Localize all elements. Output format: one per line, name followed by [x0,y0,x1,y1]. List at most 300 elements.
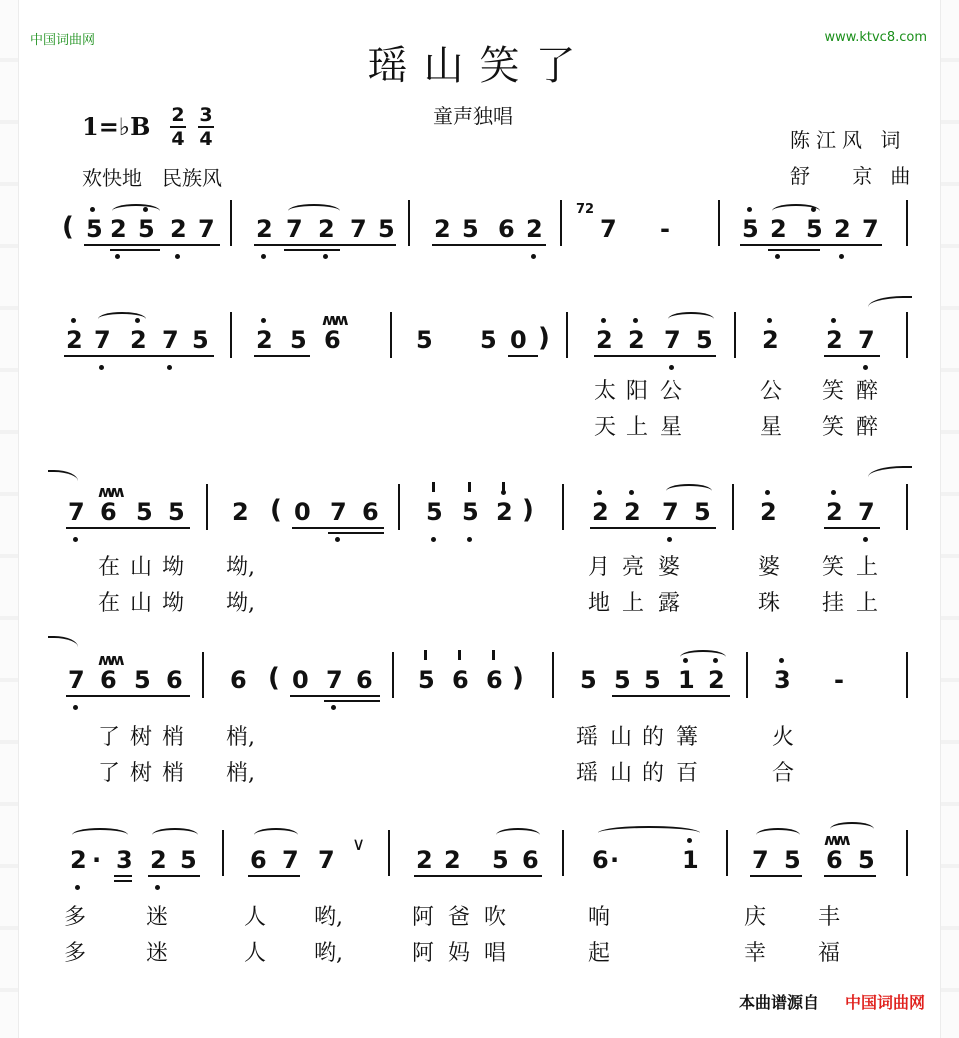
note: 7 [282,846,299,874]
lyric: 太 [594,379,617,404]
note: 5 [86,215,103,243]
note: 5 [614,666,631,694]
octave-dot [261,318,266,323]
note: 7 [858,326,875,354]
note: - [660,215,670,243]
lyric: 在 [98,591,121,616]
slur [598,826,700,840]
watermark-strip-left [0,0,19,1038]
note: 2 [624,498,641,526]
barline [392,652,394,698]
barline [906,312,908,358]
underline [110,249,160,251]
octave-dot [99,365,104,370]
lyric: 梢, [226,725,255,750]
note: 6 [324,326,341,354]
note: 2 [592,498,609,526]
note: 6 [452,666,469,694]
note: 7 [330,498,347,526]
underline [148,875,200,877]
note: 5 [858,846,875,874]
underline [750,875,802,877]
octave-dot [831,490,836,495]
note: 2 [130,326,147,354]
lyric: 树 [130,761,153,786]
underline [114,880,132,882]
underline [740,244,882,246]
note: 6 [522,846,539,874]
lyric: 亮 [622,555,645,580]
song-subtitle: 童声独唱 [433,104,513,128]
note: 2 [256,326,273,354]
slur [288,204,340,218]
key-signature: 1=♭B [82,112,151,141]
time-signature-3-4 [198,104,214,150]
note: 5 [378,215,395,243]
barline [230,200,232,246]
lyric: 上 [856,555,879,580]
lyric: 起 [588,941,611,966]
octave-dot [467,537,472,542]
lyric: 哟, [314,905,343,930]
note: 7 [664,326,681,354]
time-signature-2-4 [170,104,186,150]
note: 2 [826,326,843,354]
note: 2 [170,215,187,243]
slur [112,204,160,218]
note: 2 [416,846,433,874]
underline [414,875,542,877]
lyric: 篝 [676,725,699,750]
song-title: 瑶山笑了 [367,43,592,89]
note: 2 [110,215,127,243]
note: 7 [858,498,875,526]
octave-dot [667,537,672,542]
slur [152,828,198,842]
note: 5 [644,666,661,694]
note: 2 [834,215,851,243]
note: 5 [138,215,155,243]
accent-mark [468,482,471,492]
note: 7 [662,498,679,526]
note: ( [268,663,280,693]
note: ( [270,495,282,525]
tempo-marking: 欢快地 民族风 [82,166,222,190]
note: · [92,846,102,874]
note: 5 [462,215,479,243]
underline [284,249,340,251]
note: 3 [774,666,791,694]
barline [562,830,564,876]
slur [756,828,800,842]
note: 7 [350,215,367,243]
note: 3 [116,846,133,874]
lyricist-credit: 陈江风 词 [790,128,907,152]
lyric: 山 [130,591,153,616]
note: 0 [510,326,527,354]
octave-dot [75,885,80,890]
octave-dot [335,537,340,542]
lyric: 妈 [448,941,471,966]
slur [254,828,298,842]
watermark-site-right: www.ktvc8.com [824,30,927,45]
note: 5 [580,666,597,694]
note: 2 [150,846,167,874]
note: 7 [318,846,335,874]
lyric: 火 [772,725,795,750]
lyric: 笑 [822,415,845,440]
octave-dot [863,537,868,542]
barline [718,200,720,246]
octave-dot [687,838,692,843]
note: · [610,846,620,874]
breath-mark: ∨ [352,834,366,855]
barline [388,830,390,876]
note: 5 [480,326,497,354]
octave-dot [863,365,868,370]
note: ) [512,663,524,693]
lyric: 庆 [744,905,767,930]
slur [48,470,78,484]
underline [824,355,880,357]
octave-dot [767,318,772,323]
barline [222,830,224,876]
lyric: 坳, [226,591,255,616]
barline [398,484,400,530]
note: 2 [444,846,461,874]
underline [432,244,546,246]
lyric: 了 [98,761,121,786]
note: 5 [418,666,435,694]
lyric: 月 [588,555,611,580]
underline [66,527,190,529]
octave-dot [601,318,606,323]
lyric: 爸 [448,905,471,930]
note: 2 [232,498,249,526]
slur [868,466,912,480]
note: 2 [596,326,613,354]
barline [560,200,562,246]
octave-dot [765,490,770,495]
note: - [834,666,844,694]
note: 1 [682,846,699,874]
lyric: 树 [130,725,153,750]
lyric: 上 [626,415,649,440]
lyric: 星 [660,415,683,440]
note: 5 [742,215,759,243]
lyric: 醉 [856,415,879,440]
barline [390,312,392,358]
note: 5 [290,326,307,354]
barline [562,484,564,530]
note: 7 [162,326,179,354]
octave-dot [747,207,752,212]
lyric: 星 [760,415,783,440]
octave-dot [90,207,95,212]
lyric: 瑶 [576,761,599,786]
accent-mark [424,650,427,660]
note: 7 [94,326,111,354]
note: 6 [826,846,843,874]
note: 2 [526,215,543,243]
slur [666,484,712,498]
note: 6 [166,666,183,694]
watermark-site-left: 中国词曲网 [30,33,96,48]
underline [64,355,214,357]
note: 2 [760,498,777,526]
note: 2 [826,498,843,526]
note: 2 [628,326,645,354]
barline [906,830,908,876]
lyric: 吹 [484,905,507,930]
lyric: 山 [610,725,633,750]
note: 2 [434,215,451,243]
underline [768,249,820,251]
octave-dot [143,207,148,212]
underline [114,875,132,877]
underline [292,527,384,529]
barline [746,652,748,698]
lyric: 合 [772,761,795,786]
note: 7 [68,666,85,694]
lyric: 福 [818,941,841,966]
note: 6 [100,666,117,694]
lyric: 公 [660,379,683,404]
octave-dot [175,254,180,259]
note: 5 [806,215,823,243]
note: 5 [192,326,209,354]
time-a-denominator: 4 [171,128,185,150]
barline [566,312,568,358]
lyric: 山 [130,555,153,580]
slur [72,828,128,842]
lyric: 哟, [314,941,343,966]
lyric: 迷 [146,905,169,930]
note: 5 [784,846,801,874]
note: 2 [496,498,513,526]
note: 5 [462,498,479,526]
note: 0 [294,498,311,526]
note: 5 [696,326,713,354]
octave-dot [831,318,836,323]
slur [496,828,540,842]
source-label: 本曲谱源自 [738,993,819,1012]
lyric: 多 [64,905,87,930]
underline [328,532,384,534]
note: 2 [66,326,83,354]
note: ) [522,495,534,525]
lyric: 上 [856,591,879,616]
octave-dot [73,537,78,542]
accent-mark [458,650,461,660]
underline [66,695,190,697]
underline [324,700,380,702]
lyric: 坳 [162,555,185,580]
lyric: 上 [622,591,645,616]
note: 7 [198,215,215,243]
composer-credit: 舒 京曲 [790,164,929,188]
octave-dot [261,254,266,259]
lyric: 人 [244,905,267,930]
note: ( [62,212,74,242]
note: 6 [592,846,609,874]
underline [824,527,880,529]
slur [868,296,912,310]
note: 2 [762,326,779,354]
note: 7 [862,215,879,243]
barline [408,200,410,246]
note: 6 [486,666,503,694]
octave-dot [839,254,844,259]
note: 5 [492,846,509,874]
lyric: 多 [64,941,87,966]
lyric: 梢 [162,725,185,750]
note: 6 [362,498,379,526]
octave-dot [811,207,816,212]
note: 2 [70,846,87,874]
underline [824,875,876,877]
octave-dot [683,658,688,663]
lyric: 婆 [758,555,781,580]
lyric: 人 [244,941,267,966]
octave-dot [629,490,634,495]
lyric: 坳 [162,591,185,616]
note: 6 [498,215,515,243]
note: 5 [180,846,197,874]
note: 7 [286,215,303,243]
trill-ornament: ʍʍ [98,482,122,501]
octave-dot [71,318,76,323]
octave-dot [167,365,172,370]
octave-dot [597,490,602,495]
barline [732,484,734,530]
octave-dot [115,254,120,259]
lyric: 阿 [412,905,435,930]
lyric: 阳 [626,379,649,404]
note: 5 [168,498,185,526]
barline [734,312,736,358]
trill-ornament: ʍʍ [98,650,122,669]
note: 6 [356,666,373,694]
barline [206,484,208,530]
accent-mark [432,482,435,492]
barline [906,652,908,698]
slur [48,636,78,650]
lyric: 坳, [226,555,255,580]
octave-dot [713,658,718,663]
octave-dot [323,254,328,259]
lyric: 阿 [412,941,435,966]
note: 6 [100,498,117,526]
lyric: 梢, [226,761,255,786]
note: 5 [694,498,711,526]
lyric: 瑶 [576,725,599,750]
lyric: 梢 [162,761,185,786]
lyric: 地 [588,591,611,616]
barline [906,200,908,246]
barline [726,830,728,876]
note: 5 [416,326,433,354]
barline [230,312,232,358]
time-a-numerator: 2 [171,104,185,126]
octave-dot [779,658,784,663]
underline [290,695,380,697]
note: 6 [230,666,247,694]
lyric: 丰 [818,905,841,930]
time-b-numerator: 3 [199,104,213,126]
note: 5 [134,666,151,694]
lyric: 天 [594,415,617,440]
note: 2 [708,666,725,694]
note: 5 [426,498,443,526]
note: 6 [250,846,267,874]
barline [202,652,204,698]
octave-dot [531,254,536,259]
octave-dot [431,537,436,542]
barline [552,652,554,698]
lyric: 婆 [658,555,681,580]
lyric: 幸 [744,941,767,966]
lyric: 露 [658,591,681,616]
lyric: 的 [642,761,665,786]
underline [254,244,396,246]
lyric: 珠 [758,591,781,616]
lyric: 的 [642,725,665,750]
underline [612,695,730,697]
slur [830,822,874,836]
note: 7 [68,498,85,526]
underline [594,355,716,357]
lyric: 山 [610,761,633,786]
underline [84,244,220,246]
time-b-denominator: 4 [199,128,213,150]
underline [508,355,538,357]
lyric: 迷 [146,941,169,966]
note: 0 [292,666,309,694]
lyric: 醉 [856,379,879,404]
lyric: 挂 [822,591,845,616]
lyric: 笑 [822,379,845,404]
note: 5 [136,498,153,526]
lyric: 公 [760,379,783,404]
accent-mark [492,650,495,660]
octave-dot [669,365,674,370]
note: ) [538,323,550,353]
trill-ornament: ʍʍ [824,830,848,849]
octave-dot [775,254,780,259]
note: 7 [326,666,343,694]
underline [248,875,300,877]
watermark-strip-right [940,0,959,1038]
octave-dot [155,885,160,890]
note: 1 [678,666,695,694]
trill-ornament: ʍʍ [322,310,346,329]
barline [906,484,908,530]
underline [590,527,716,529]
lyric: 在 [98,555,121,580]
octave-dot [501,490,506,495]
octave-dot [135,318,140,323]
note: 7 [752,846,769,874]
octave-dot [633,318,638,323]
note: 7 [600,215,617,243]
underline [254,355,310,357]
note: 2 [770,215,787,243]
slur [668,312,714,326]
source-site-link[interactable]: 中国词曲网 [844,993,925,1012]
lyric: 响 [588,905,611,930]
lyric: 唱 [484,941,507,966]
